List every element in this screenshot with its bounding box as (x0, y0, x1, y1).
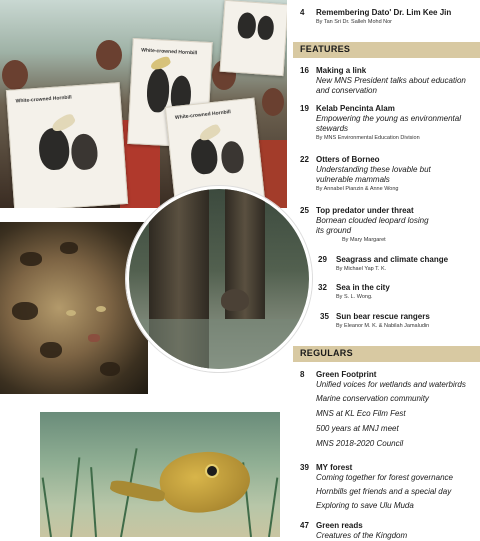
article-byline: By MNS Environmental Education Division (316, 135, 420, 141)
article-subtitle: Exploring to save Ulu Muda (316, 501, 414, 510)
article-subtitle: 500 years at MNJ meet (316, 424, 399, 433)
toc-entry-feature[interactable] (300, 66, 476, 96)
hornbill-illustration (220, 140, 245, 174)
article-subtitle: Marine conservation community (316, 394, 429, 403)
child-face (96, 40, 122, 70)
toc-entry-feature[interactable] (318, 283, 478, 302)
article-subtitle: Hornbills get friends and a special day (316, 487, 452, 496)
article-byline: By Tan Sri Dr. Salleh Mohd Nor (316, 19, 393, 25)
hornbill-poster (6, 82, 128, 208)
toc-entry-feature[interactable] (300, 155, 476, 194)
article-subtitle: Creatures of the Kingdom (316, 531, 408, 540)
article-byline: By Michael Yap T. K. (336, 266, 387, 272)
article-byline: By Eleanor M. K. & Nabilah Jamaludin (336, 323, 430, 329)
features-section-header (293, 42, 480, 58)
article-subtitle: Coming together for forest governance (316, 473, 453, 482)
toc-entry-feature[interactable] (300, 206, 476, 245)
hornbill-poster (220, 0, 287, 76)
hornbill-illustration (237, 12, 257, 39)
toc-entry-feature[interactable] (300, 104, 476, 143)
article-title: Top predator under threat (316, 206, 414, 215)
article-title: MY forest (316, 463, 353, 472)
article-subtitle: Bornean clouded leopard losing its ground (316, 216, 429, 235)
article-title: Green reads (316, 521, 363, 530)
fur-spot (20, 252, 42, 266)
hornbill-illustration (70, 133, 98, 171)
article-title: Otters of Borneo (316, 155, 380, 164)
seagrass-blade (70, 457, 80, 537)
article-title: Green Footprint (316, 370, 377, 379)
article-byline: By Mary Margaret (342, 237, 386, 243)
page-number: 16 (300, 66, 309, 75)
poster-title: White-crowned Hornbill (15, 94, 72, 105)
fur-spot (100, 362, 120, 376)
fur-spot (12, 302, 38, 320)
section-heading: FEATURES (300, 44, 351, 54)
article-title: Sun bear rescue rangers (336, 312, 430, 321)
article-subtitle: MNS at KL Eco Film Fest (316, 409, 406, 418)
water (129, 319, 309, 369)
child-face (262, 88, 284, 116)
page-number: 47 (300, 521, 309, 530)
article-subtitle: Understanding these lovable but vulnerable mammals (316, 165, 431, 184)
article-title: Seagrass and climate change (336, 255, 449, 264)
page-number: 25 (300, 206, 309, 215)
section-heading: REGULARS (300, 348, 353, 358)
article-subtitle: New MNS President talks about education and conservation (316, 76, 466, 95)
leopard-eye (96, 306, 106, 312)
toc-entry-regular[interactable] (300, 370, 476, 449)
seagrass-blade (42, 477, 52, 537)
fur-spot (40, 342, 62, 358)
regulars-section-header (293, 346, 480, 362)
page-number: 8 (300, 370, 305, 379)
page-number: 29 (318, 255, 327, 264)
hornbill-illustration (38, 127, 71, 171)
page-number: 19 (300, 104, 309, 113)
child-face (2, 60, 28, 90)
article-byline: By Annabel Pianzin & Anne Wong (316, 186, 399, 192)
cowfish-eye (205, 464, 219, 478)
article-title: Making a link (316, 66, 367, 75)
fur-spot (60, 242, 78, 254)
article-title: Sea in the city (336, 283, 390, 292)
hornbill-beak (50, 112, 77, 134)
leopard-nose (88, 334, 100, 342)
page-number: 39 (300, 463, 309, 472)
page-number: 35 (320, 312, 329, 321)
photo-otter (126, 186, 312, 372)
article-subtitle: Empowering the young as environmental stewards (316, 114, 461, 133)
article-byline: By S. L. Wong. (336, 294, 373, 300)
poster-title: White-crowned Hornbill (141, 47, 198, 57)
hornbill-illustration (189, 137, 219, 176)
toc-entry-feature[interactable] (318, 255, 478, 274)
article-title: Kelab Pencinta Alam (316, 104, 395, 113)
seagrass-blade (268, 477, 278, 537)
article-subtitle: Unified voices for wetlands and waterbirds (316, 380, 466, 389)
photo-clouded-leopard (0, 222, 148, 394)
seagrass-blade (90, 467, 97, 537)
photo-cowfish-seagrass (40, 412, 280, 537)
toc-entry-feature[interactable] (320, 312, 478, 331)
poster-title: White-crowned Hornbill (174, 109, 232, 121)
page-number: 4 (300, 8, 305, 17)
cowfish-tail (109, 478, 166, 503)
toc-entry-regular[interactable] (300, 463, 476, 511)
photo-children-hornbill-posters (0, 0, 287, 208)
leopard-eye (66, 310, 76, 316)
page-number: 32 (318, 283, 327, 292)
toc-entry-regular[interactable] (300, 521, 476, 541)
hornbill-illustration (257, 15, 275, 40)
article-title: Remembering Dato' Dr. Lim Kee Jin (316, 8, 452, 17)
otter-head (221, 289, 249, 311)
cowfish-body (156, 446, 253, 518)
article-subtitle: MNS 2018-2020 Council (316, 439, 404, 448)
page-number: 22 (300, 155, 309, 164)
toc-entry-intro[interactable] (300, 8, 476, 27)
